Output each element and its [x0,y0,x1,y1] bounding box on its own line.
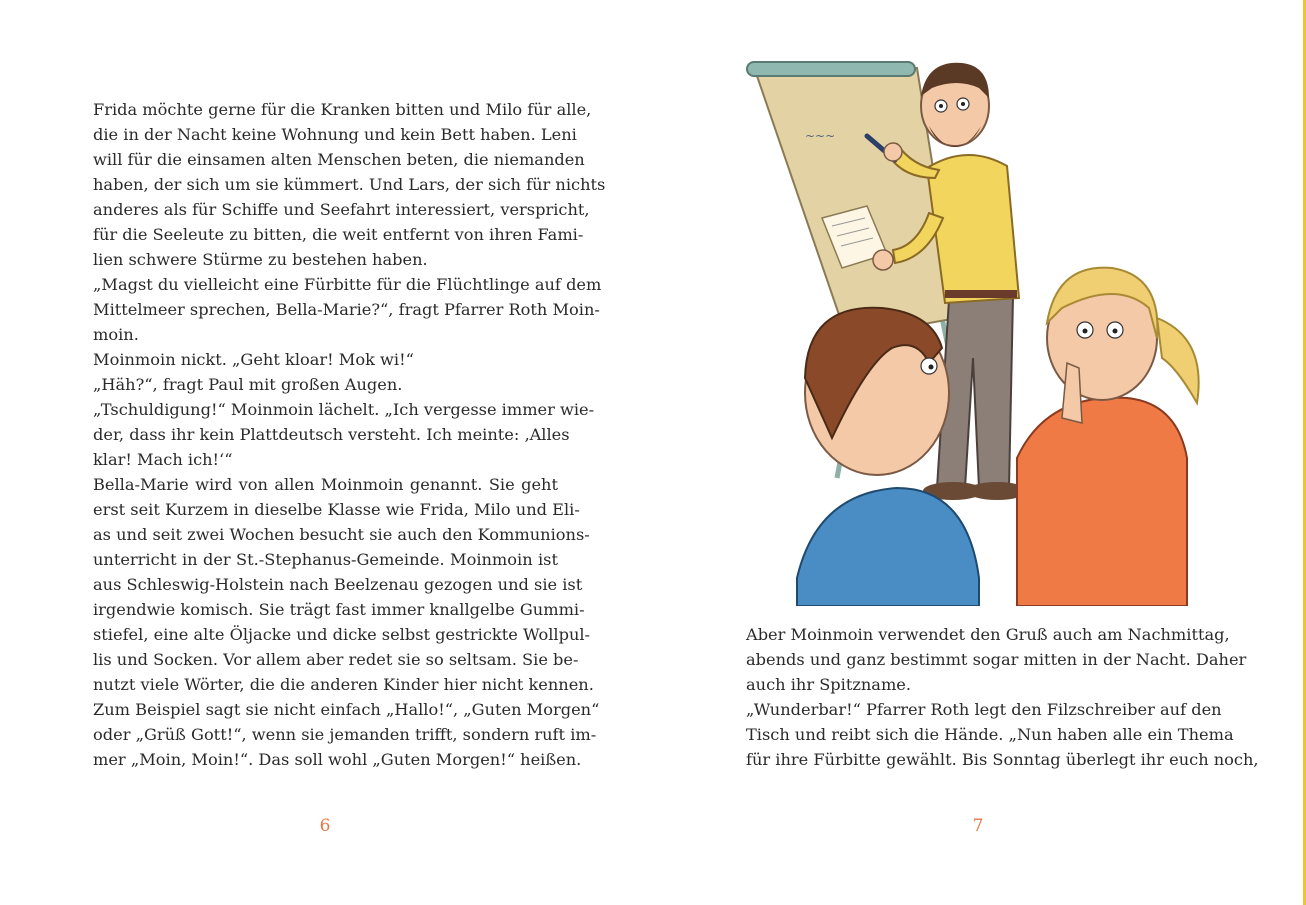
text-line: nutzt viele Wörter, die die anderen Kinder hier nicht kennen. [93,675,594,694]
text-line: irgendwie komisch. Sie trägt fast immer knallgelbe Gummi- [93,600,585,619]
text-line: oder „Grüß Gott!“, wenn sie jemanden trifft, sondern ruft im- [93,725,597,744]
text-line: auch ihr Spitzname. [746,675,912,694]
text-line: unterricht in der St.-Stephanus-Gemeinde. Moinmoin ist [93,550,558,569]
text-line: will für die einsamen alten Menschen beten, die niemanden [93,150,585,169]
page-number: 6 [319,816,331,836]
text-line: Zum Beispiel sagt sie nicht einfach „Hallo!“, „Guten Morgen“ [93,700,600,719]
text-line: die in der Nacht keine Wohnung und kein Bett haben. Leni [93,125,577,144]
text-line: abends und ganz bestimmt sogar mitten in der Nacht. Daher [746,650,1247,669]
svg-text:~~~: ~~~ [805,129,836,143]
right-page [653,0,1306,905]
right-page-text [746,622,1259,772]
text-line: „Wunderbar!“ Pfarrer Roth legt den Filzschreiber auf den [746,700,1222,719]
text-line: Mittelmeer sprechen, Bella-Marie?“, fragt Pfarrer Roth Moin- [93,300,600,319]
text-line: aus Schleswig-Holstein nach Beelzenau gezogen und sie ist [93,575,583,594]
text-line: Frida möchte gerne für die Kranken bitten und Milo für alle, [93,100,592,119]
text-line: mer „Moin, Moin!“. Das soll wohl „Guten Morgen!“ heißen. [93,750,582,769]
text-line: „Tschuldigung!“ Moinmoin lächelt. „Ich vergesse immer wie- [93,400,595,419]
text-line: für die Seeleute zu bitten, die weit entfernt von ihren Fami- [93,225,584,244]
text-line: lien schwere Stürme zu bestehen haben. [93,250,428,269]
text-line: lis und Socken. Vor allem aber redet sie so seltsam. Sie be- [93,650,579,669]
text-line: Aber Moinmoin verwendet den Gruß auch am Nachmittag, [746,625,1230,644]
text-line: der, dass ihr kein Plattdeutsch versteht. Ich meinte: ‚Alles [93,425,570,444]
text-line: stiefel, eine alte Öljacke und dicke selbst gestrickte Wollpul- [93,625,591,644]
text-line: erst seit Kurzem in dieselbe Klasse wie Frida, Milo und Eli- [93,500,580,519]
text-line: für ihre Fürbitte gewählt. Bis Sonntag überlegt ihr euch noch, [746,750,1259,769]
text-line: „Häh?“, fragt Paul mit großen Augen. [93,375,403,394]
text-line: Tisch und reibt sich die Hände. „Nun haben alle ein Thema [746,725,1234,744]
left-page-text [93,97,606,772]
text-line: klar! Mach ich!‘“ [93,450,233,469]
text-line: Bella-Marie wird von allen Moinmoin genannt. Sie geht [93,475,558,494]
text-line: as und seit zwei Wochen besucht sie auch den Kommunions- [93,525,590,544]
page-number: 7 [972,816,984,836]
text-line: Moinmoin nickt. „Geht kloar! Mok wi!“ [93,350,414,369]
text-line: „Magst du vielleicht eine Fürbitte für die Flüchtlinge auf dem [93,275,602,294]
text-line: moin. [93,325,139,344]
illustration-flipchart-scene [717,18,1247,606]
text-line: anderes als für Schiffe und Seefahrt interessiert, verspricht, [93,200,590,219]
text-line: haben, der sich um sie kümmert. Und Lars, der sich für nichts [93,175,606,194]
